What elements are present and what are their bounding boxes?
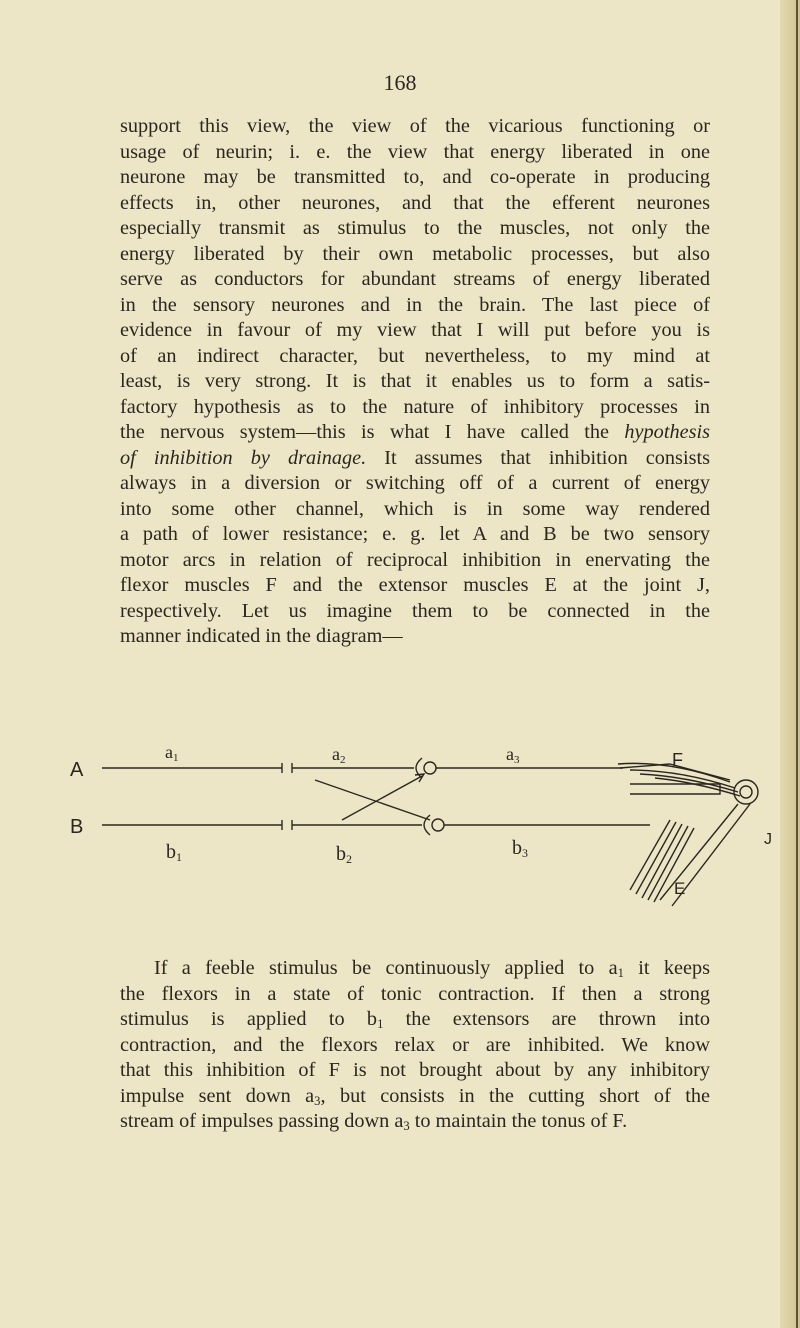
text-line	[120, 1109, 710, 1135]
a1-label	[165, 742, 179, 764]
b3-label	[512, 837, 528, 860]
subscript: 3	[314, 1093, 321, 1108]
a3-subscript: 3	[514, 754, 520, 766]
text-line: especially transmit as stimulus to the muscles, not only the	[120, 217, 710, 239]
text-line: least, is very strong. It is that it enables us to form a satis-	[120, 370, 710, 392]
a2-subscript: 2	[340, 754, 346, 766]
text-line: evidence in favour of my view that I will put before you is	[120, 319, 710, 341]
b3-letter: b	[512, 837, 522, 859]
paragraph-1	[120, 114, 710, 650]
text-line: neurone may be transmitted to, and co-operate in producing	[120, 166, 710, 188]
a2-letter: a	[332, 744, 340, 764]
text-line	[120, 420, 710, 446]
text-line: that this inhibition of F is not brought about by any inhibitory	[120, 1059, 710, 1081]
arc-b-cell-body	[432, 819, 444, 831]
text-line: a path of lower resistance; e. g. let A and B be two sensory	[120, 523, 710, 545]
a2-label	[332, 744, 346, 766]
b1-subscript: 1	[176, 850, 182, 864]
text-line: factory hypothesis as to the nature of inhibitory processes in	[120, 395, 710, 418]
arc-b-label: B	[70, 816, 84, 838]
text-fragment: It assumes that inhibition consists	[366, 446, 710, 469]
text-line: support this view, the view of the vicarious functioning or	[120, 115, 710, 137]
text-line: effects in, other neurones, and that the efferent neurones	[120, 191, 710, 214]
subscript: 1	[377, 1017, 384, 1032]
b3-subscript: 3	[522, 846, 528, 860]
cross-connection-a-to-b	[315, 780, 430, 820]
text-line	[120, 446, 710, 472]
b2-letter: b	[336, 843, 346, 865]
text-line	[120, 956, 710, 982]
b1-label	[166, 841, 182, 864]
b2-subscript: 2	[346, 852, 352, 866]
a1-subscript: 1	[173, 752, 179, 764]
subscript: 1	[617, 966, 624, 981]
b2-label	[336, 843, 352, 866]
joint-inner	[740, 786, 752, 798]
arc-a-label: A	[70, 759, 84, 781]
upper-bone	[630, 784, 720, 794]
text-line: always in a diversion or switching off of a current of energy	[120, 472, 710, 494]
text-fragment: the nervous system—this is what I have called the	[120, 421, 610, 443]
text-line: flexor muscles F and the extensor muscles E at the joint J,	[120, 574, 710, 596]
text-line: into some other channel, which is in some way rendered	[120, 497, 710, 520]
page-number: 168	[383, 70, 417, 95]
paragraph-2	[120, 956, 710, 1135]
text-fragment: stream of impulses passing down a	[120, 1110, 404, 1132]
a3-letter: a	[506, 744, 514, 764]
italic-term: of inhibition by drainage.	[120, 446, 367, 469]
text-line: serve as conductors for abundant streams of energy liberated	[120, 268, 710, 290]
text-fragment: stimulus is applied to b	[120, 1008, 378, 1030]
joint-label: J	[764, 831, 772, 848]
text-fragment: , but consists in the cutting short of the	[320, 1084, 710, 1107]
arc-a-cell-body	[424, 762, 436, 774]
italic-term: hypothesis	[624, 421, 711, 443]
extensor-muscle-fibre	[630, 820, 670, 890]
a1-letter: a	[165, 742, 173, 762]
text-fragment: the extensors are thrown into	[383, 1008, 710, 1030]
text-line: motor arcs in relation of reciprocal inhibition in enervating the	[120, 548, 710, 571]
b1-letter: b	[166, 841, 176, 863]
reflex-arc-diagram	[70, 742, 790, 950]
text-fragment: to maintain the tonus of F.	[409, 1110, 628, 1132]
text-line	[120, 1084, 710, 1110]
subscript: 3	[403, 1119, 410, 1134]
text-line	[120, 1007, 710, 1033]
text-fragment: If a feeble stimulus be continuously applied to a	[154, 957, 618, 979]
extensor-label: E	[674, 879, 686, 898]
text-line: usage of neurin; i. e. the view that energy liberated in one	[120, 140, 710, 163]
text-line: of an indirect character, but nevertheless, to my mind at	[120, 344, 710, 367]
text-line: manner indicated in the diagram—	[120, 625, 403, 647]
text-line: contraction, and the flexors relax or are inhibited. We know	[120, 1033, 710, 1056]
text-line: respectively. Let us imagine them to be connected in the	[120, 599, 710, 622]
text-fragment: impulse sent down a	[120, 1084, 315, 1107]
a3-label	[506, 744, 520, 766]
flexor-label: F	[672, 750, 683, 770]
text-fragment: it keeps	[623, 957, 710, 979]
page-edge	[780, 0, 800, 1328]
text-line: in the sensory neurones and in the brain. The last piece of	[120, 293, 710, 316]
text-line: energy liberated by their own metabolic processes, but also	[120, 242, 710, 265]
lower-bone-edge	[660, 804, 738, 900]
diagram-svg	[70, 742, 790, 950]
text-line: the flexors in a state of tonic contraction. If then a strong	[120, 982, 710, 1005]
